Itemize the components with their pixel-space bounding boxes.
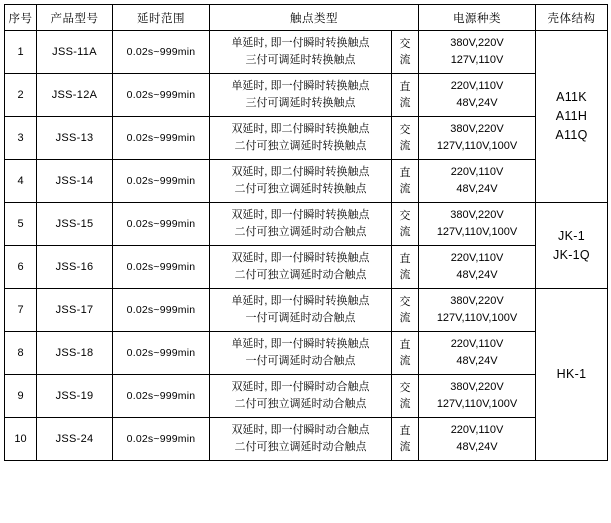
row-voltage [419,246,536,289]
power-kind-char2: 流 [399,312,411,324]
power-kind-char2: 流 [399,226,411,238]
row-range: 0.02s~999min [113,375,210,418]
voltage-line1: 220V,110V [450,338,504,350]
table-row [5,203,608,246]
row-contact-type [210,160,392,203]
row-model: JSS-12A [37,74,113,117]
row-contact-type [210,74,392,117]
row-number: 8 [5,332,37,375]
voltage-line2: 48V,24V [456,441,498,453]
contact-type-line2: 一付可调延时动合触点 [245,312,356,324]
row-contact-type [210,332,392,375]
table-row [5,31,608,74]
row-range: 0.02s~999min [113,289,210,332]
contact-type-line2: 二付可独立调延时动合触点 [234,398,367,410]
row-model: JSS-24 [37,418,113,461]
power-kind-char1: 交 [399,210,411,222]
row-model: JSS-19 [37,375,113,418]
header-contact-type: 触点类型 [210,5,419,31]
power-kind-char1: 直 [399,253,411,265]
row-model: JSS-13 [37,117,113,160]
power-kind-char1: 直 [399,81,411,93]
contact-type-line2: 二付可独立调延时转换触点 [234,140,367,152]
power-kind-char1: 直 [399,425,411,437]
table-row [5,375,608,418]
row-contact-type [210,246,392,289]
voltage-line1: 380V,220V [450,381,504,393]
case-line-1: JK-1 [558,228,585,243]
voltage-line1: 220V,110V [450,166,504,178]
power-kind-char1: 交 [399,382,411,394]
contact-type-line2: 三付可调延时转换触点 [245,97,356,109]
voltage-line1: 220V,110V [450,80,504,92]
row-voltage [419,160,536,203]
power-kind-char2: 流 [399,398,411,410]
row-power-kind [392,117,419,160]
voltage-line1: 380V,220V [450,37,504,49]
table-row [5,332,608,375]
power-kind-char2: 流 [399,355,411,367]
row-power-kind [392,246,419,289]
table-row [5,117,608,160]
power-kind-char1: 交 [399,124,411,136]
table-header [5,5,608,31]
row-contact-type [210,203,392,246]
contact-type-line2: 二付可独立调延时转换触点 [234,183,367,195]
contact-type-line2: 二付可独立调延时动合触点 [234,226,367,238]
row-number: 1 [5,31,37,74]
contact-type-line1: 单延时, 即一付瞬时转换触点 [231,37,370,49]
case-structure-group-2 [536,203,608,289]
row-range: 0.02s~999min [113,160,210,203]
voltage-line2: 48V,24V [456,269,498,281]
contact-type-line1: 双延时, 即二付瞬时转换触点 [231,123,370,135]
row-voltage [419,203,536,246]
voltage-line2: 127V,110V,100V [436,140,518,152]
contact-type-line2: 一付可调延时动合触点 [245,355,356,367]
power-kind-char2: 流 [399,54,411,66]
row-number: 7 [5,289,37,332]
contact-type-line1: 单延时, 即一付瞬时转换触点 [231,295,370,307]
voltage-line1: 380V,220V [450,123,504,135]
row-voltage [419,332,536,375]
voltage-line1: 380V,220V [450,209,504,221]
row-power-kind [392,31,419,74]
contact-type-line1: 单延时, 即一付瞬时转换触点 [231,80,370,92]
row-contact-type [210,418,392,461]
row-number: 10 [5,418,37,461]
table-row [5,418,608,461]
row-range: 0.02s~999min [113,203,210,246]
contact-type-line1: 双延时, 即一付瞬时动合触点 [231,424,370,436]
row-voltage [419,31,536,74]
power-kind-char2: 流 [399,183,411,195]
row-model: JSS-18 [37,332,113,375]
table-body [5,31,608,461]
row-voltage [419,418,536,461]
row-model: JSS-16 [37,246,113,289]
voltage-line1: 380V,220V [450,295,504,307]
contact-type-line2: 二付可独立调延时动合触点 [234,441,367,453]
voltage-line1: 220V,110V [450,252,504,264]
voltage-line2: 127V,110V,100V [436,226,518,238]
row-range: 0.02s~999min [113,332,210,375]
power-kind-char1: 交 [399,38,411,50]
row-contact-type [210,289,392,332]
row-model: JSS-15 [37,203,113,246]
header-range: 延时范围 [113,5,210,31]
header-row [5,5,608,31]
power-kind-char1: 直 [399,339,411,351]
row-power-kind [392,332,419,375]
voltage-line1: 220V,110V [450,424,504,436]
table-row [5,160,608,203]
contact-type-line2: 二付可独立调延时动合触点 [234,269,367,281]
row-range: 0.02s~999min [113,418,210,461]
contact-type-line2: 三付可调延时转换触点 [245,54,356,66]
power-kind-char2: 流 [399,441,411,453]
case-line-2: JK-1Q [553,247,590,262]
voltage-line2: 127V,110V,100V [436,398,518,410]
row-model: JSS-11A [37,31,113,74]
row-power-kind [392,418,419,461]
row-power-kind [392,160,419,203]
row-voltage [419,117,536,160]
row-contact-type [210,375,392,418]
voltage-line2: 48V,24V [456,97,498,109]
contact-type-line1: 双延时, 即一付瞬时动合触点 [231,381,370,393]
row-number: 9 [5,375,37,418]
table-row [5,74,608,117]
case-line-1: A11K [556,90,587,104]
row-range: 0.02s~999min [113,117,210,160]
power-kind-char2: 流 [399,269,411,281]
row-power-kind [392,203,419,246]
product-spec-table [4,4,608,461]
row-number: 4 [5,160,37,203]
voltage-line2: 127V,110V [450,54,504,66]
case-line-3: A11Q [555,128,588,142]
contact-type-line1: 双延时, 即二付瞬时转换触点 [231,166,370,178]
contact-type-line1: 单延时, 即一付瞬时转换触点 [231,338,370,350]
voltage-line2: 48V,24V [456,183,498,195]
row-range: 0.02s~999min [113,74,210,117]
table-row [5,289,608,332]
voltage-line2: 48V,24V [456,355,498,367]
row-voltage [419,289,536,332]
row-range: 0.02s~999min [113,246,210,289]
contact-type-line1: 双延时, 即一付瞬时转换触点 [231,252,370,264]
row-number: 3 [5,117,37,160]
row-power-kind [392,375,419,418]
voltage-line2: 127V,110V,100V [436,312,518,324]
row-voltage [419,375,536,418]
row-power-kind [392,289,419,332]
power-kind-char2: 流 [399,140,411,152]
header-model: 产品型号 [37,5,113,31]
power-kind-char1: 交 [399,296,411,308]
power-kind-char1: 直 [399,167,411,179]
header-no: 序号 [5,5,37,31]
row-contact-type [210,31,392,74]
row-number: 2 [5,74,37,117]
table-row [5,246,608,289]
row-range: 0.02s~999min [113,31,210,74]
case-line-2: A11H [555,109,588,123]
row-power-kind [392,74,419,117]
case-structure-group-1 [536,31,608,203]
header-case-structure: 壳体结构 [536,5,608,31]
header-power-source: 电源种类 [419,5,536,31]
row-model: JSS-17 [37,289,113,332]
row-contact-type [210,117,392,160]
row-model: JSS-14 [37,160,113,203]
contact-type-line1: 双延时, 即一付瞬时转换触点 [231,209,370,221]
case-structure-group-3 [536,289,608,461]
row-number: 5 [5,203,37,246]
power-kind-char2: 流 [399,97,411,109]
row-voltage [419,74,536,117]
case-line-1: HK-1 [556,367,587,381]
row-number: 6 [5,246,37,289]
